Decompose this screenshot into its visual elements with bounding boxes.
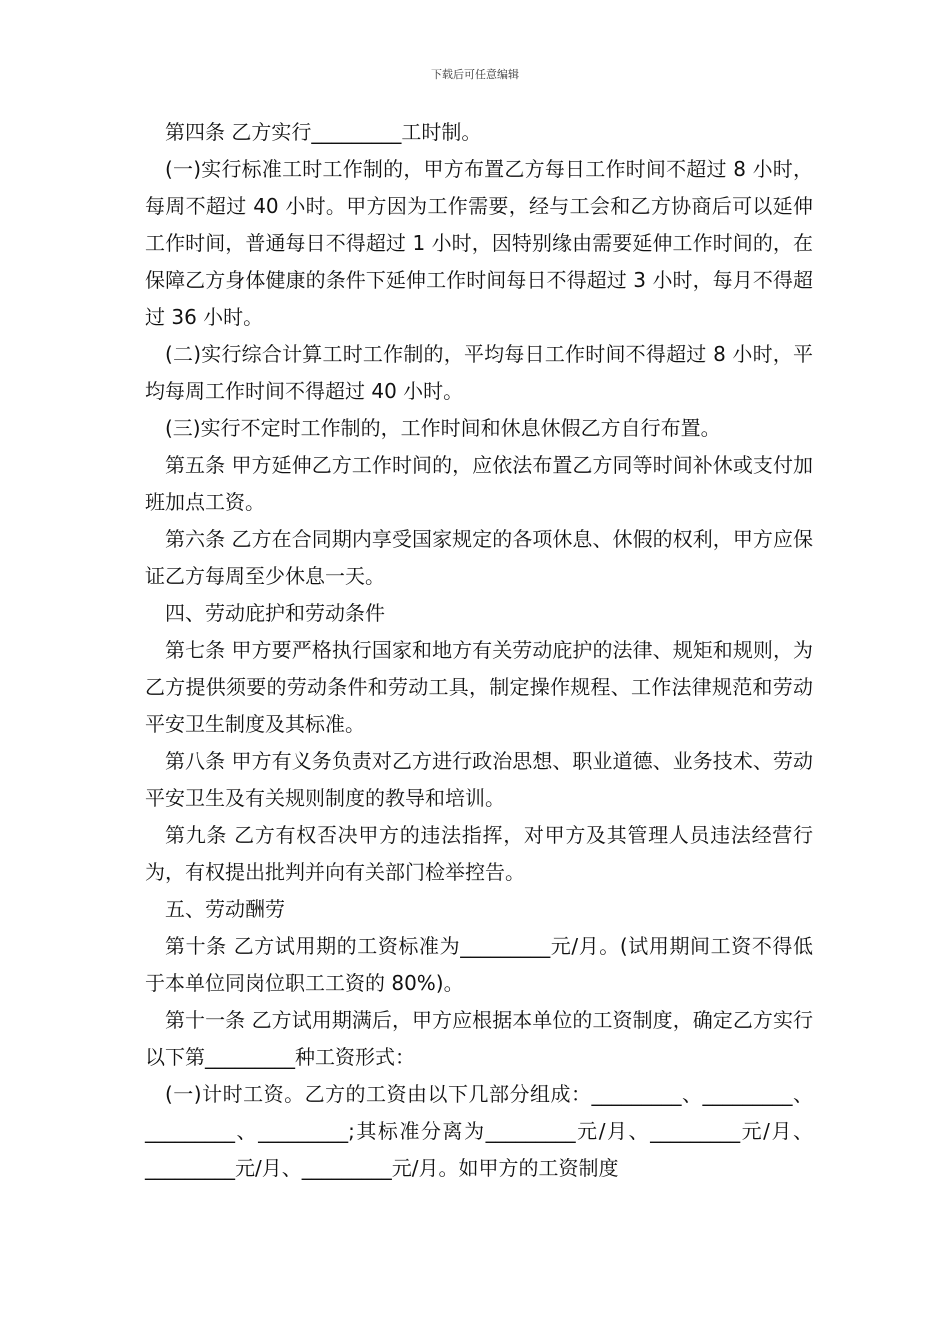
article-6: 第六条 乙方在合同期内享受国家规定的各项休息、休假的权利，甲方应保证乙方每周至少休息一天。 xyxy=(145,527,813,588)
article-4-item-1: (一)实行标准工时工作制的，甲方布置乙方每日工作时间不超过 8 小时，每周不超过 40 小时。甲方因为工作需要，经与工会和乙方协商后可以延伸工作时间，普通每日不得超过 1 小时，因特别缘由需要延伸工作时间的，在保障乙方身体健康的条件下延伸工作时间每日不得超过 3 小时，每月不得超过 36 小时。 xyxy=(145,157,813,329)
article-4-item-2: (二)实行综合计算工时工作制的，平均每日工作时间不得超过 8 小时，平均每周工作时间不得超过 40 小时。 xyxy=(145,342,813,403)
page-header-note: 下载后可任意编辑 xyxy=(431,68,519,81)
article-11: 第十一条 乙方试用期满后，甲方应根据本单位的工资制度，确定乙方实行以下第_________种工资形式： xyxy=(145,1008,813,1069)
article-5: 第五条 甲方延伸乙方工作时间的，应依法布置乙方同等时间补休或支付加班加点工资。 xyxy=(145,453,813,514)
article-11-item-1: (一)计时工资。乙方的工资由以下几部分组成：_________、_________、_________、_________;其标准分离为_________元/月、_________元/月、_________元/月、_________元/月。如甲方的工资制度 xyxy=(145,1082,813,1180)
article-7: 第七条 甲方要严格执行国家和地方有关劳动庇护的法律、规矩和规则，为乙方提供须要的劳动条件和劳动工具，制定操作规程、工作法律规范和劳动平安卫生制度及其标准。 xyxy=(145,638,813,736)
document-body xyxy=(145,114,813,1187)
article-9: 第九条 乙方有权否决甲方的违法指挥，对甲方及其管理人员违法经营行为，有权提出批判并向有关部门检举控告。 xyxy=(145,823,813,884)
article-4: 第四条 乙方实行_________工时制。 xyxy=(165,120,482,144)
article-4-item-3: (三)实行不定时工作制的，工作时间和休息休假乙方自行布置。 xyxy=(165,416,721,440)
section-heading-4: 四、劳动庇护和劳动条件 xyxy=(165,601,385,625)
section-heading-5: 五、劳动酬劳 xyxy=(165,897,285,921)
article-8: 第八条 甲方有义务负责对乙方进行政治思想、职业道德、业务技术、劳动平安卫生及有关规则制度的教导和培训。 xyxy=(145,749,813,810)
article-10: 第十条 乙方试用期的工资标准为_________元/月。(试用期间工资不得低于本单位同岗位职工工资的 80%)。 xyxy=(145,934,813,995)
